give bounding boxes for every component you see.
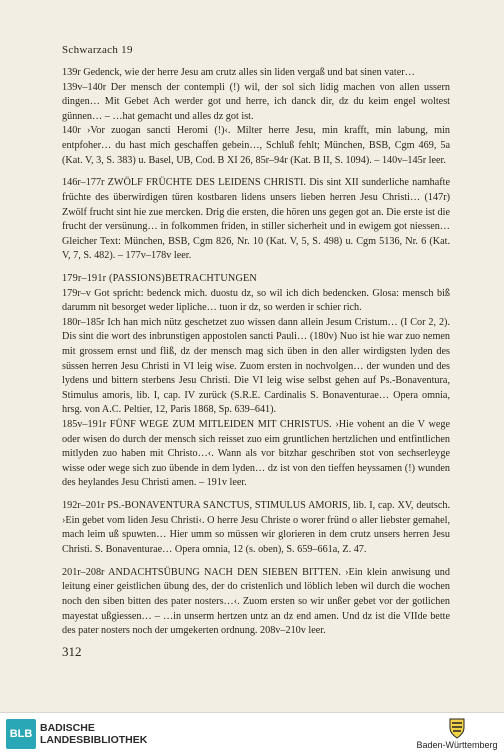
coat-of-arms-icon (447, 717, 467, 739)
library-name-line1: BADISCHE (40, 722, 95, 734)
paragraph-1 (62, 66, 450, 168)
state-name: Baden-Württemberg (416, 740, 498, 750)
entry-line: 140r ›Vor zuogan sancti Heromi (!)‹. Milter herre Jesu, min krafft, min labung, min entpfoher… du hast mich geschaffen gebein…, Schluß fehlt; München, BSB, Cgm 469, 5a (Kat. V, 3, S. 383) u. Basel, UB, Cod. B XI 26, 85r–94r (Kat. B II, S. 1094). – 140v–145r leer. (62, 125, 450, 166)
paragraph-3 (62, 272, 450, 491)
entry-line: 139r Gedenck, wie der herre Jesu am crutz alles sin liden vergaß und bat sinen vater… (62, 67, 415, 78)
entry-line: 185v–191r FÜNF WEGE ZUM MITLEIDEN MIT CHRISTUS. ›Hie vohent an die V wege oder wisen do durch der mensch sich reisset zuo eim gruntlichen hertzlichen und entfintlichen mitlyden zuo haben mit Christo…‹. Wann als vor bitzhar geschriben stot von sechserleyge wisse oder wege sich zuo übende in dem lyden… dz ist von den tieffen heyssamen (!) wunden des heylandes Jesu Christi amen. – 191v leer. (62, 419, 450, 489)
entry-line: 146r–177r ZWÖLF FRÜCHTE DES LEIDENS CHRISTI. Dis sint XII sunderliche namhafte früchte des überwirdigen türen kostbaren lidens unsers lieben herren Jesu Christi… (147r) Zwölf frucht sint hie zue mercken. Drig die ersten, die hören uns gegen got an. Die erste ist die frucht der versünung… in folkommen friden, in stiller sicherheit und in ewigem got niessen… Gleicher Text: München, BSB, Cgm 826, Nr. 10 (Kat. V, 5, S. 498) u. Cgm 5136, Nr. 6 (Kat. V, 7, S. 482). – 177v–178v leer. (62, 177, 450, 262)
blb-logo[interactable]: BLB (6, 719, 36, 749)
running-head: Schwarzach 19 (62, 44, 133, 56)
catalog-text (62, 66, 450, 647)
baden-wuerttemberg-logo[interactable] (416, 717, 498, 751)
entry-line: 201r–208r ANDACHTSÜBUNG NACH DEN SIEBEN BITTEN. ›Ein klein anwisung und leitung einer geistlichen übung des, der do cristenlich und löblich leben wil durch die wochen noch den siben bitten des pater nosters…‹. Zuom ersten so wir unßer gebet vor der gotlichen mayestat ußgiessen… – …in unserm hertzen untz an dz end amen. Und dz ist die VIIde bette des pater nosters noch der umgekerten ordnung. 208v–210v leer. (62, 566, 450, 637)
library-name-line2: LANDESBIBLIOTHEK (40, 734, 148, 746)
page-number: 312 (62, 644, 82, 659)
section-heading: 179r–191r (PASSIONS)BETRACHTUNGEN (62, 273, 257, 285)
paragraph-2 (62, 176, 450, 264)
entry-line: 192r–201r PS.-BONAVENTURA SANCTUS, STIMULUS AMORIS, lib. I, cap. XV, deutsch. ›Ein gebet vom liden Jesu Christi‹. O herre Jesu Christe o worer fründ o aller liebster gemahel, mach leim uß spuwten… Hier umm so müssen wir glorieren in dem crutz unsers herren Jesu Christi. S. Bonaventurae… Opera omnia, 12 (s. oben), S. 659–661a, Z. 47. (62, 500, 450, 555)
entry-line: 139v–140r Der mensch der contempli (!) wil, der sol sich lidig machen von allen ussern dingen… Mit Gebet Ach werder got und herre, ich danck dir, dz du keim engel woltest günnen… – …hat gemacht und alles dz got ist. (62, 81, 450, 122)
paragraph-4 (62, 499, 450, 557)
entry-line: 179r–v Got spricht: bedenck mich. duostu dz, so wil ich dich bedencken. Glosa: mensch biß darumm nit besorget weder lipliche… tuon ir dz, so werden ir schier rich. (62, 287, 450, 314)
paragraph-5 (62, 566, 450, 639)
footer-bar (0, 712, 504, 754)
entry-line: 180r–185r Ich han mich nütz geschetzet zuo wissen dann allein Jesum Cristum… (I Cor 2, 2). Dis sint die wort des inbrunstigen appostolen sancti Pauli… (180v) Nuo ist hie war zuo nemen mit grossem ernst und fliß, dz der mensch mag sich üben in den aller wirdigsten lyden des süssen herren Jesu Christi in VI leig wise. Zuom ersten in nochvolgen… der wunden und des lydens und bittern sterbens Jesu Christi. Die VI leig wise selbst gehen auf Ps.-Bonaventura, Stimulus amoris, lib. I, cap. IV zurück (S.R.E. Cardinalis S. Bonaventurae… Opera omnia, hrsg. von A.C. Peltier, 12, Paris 1868, Sp. 639–641). (62, 316, 450, 416)
library-name[interactable] (40, 722, 147, 746)
